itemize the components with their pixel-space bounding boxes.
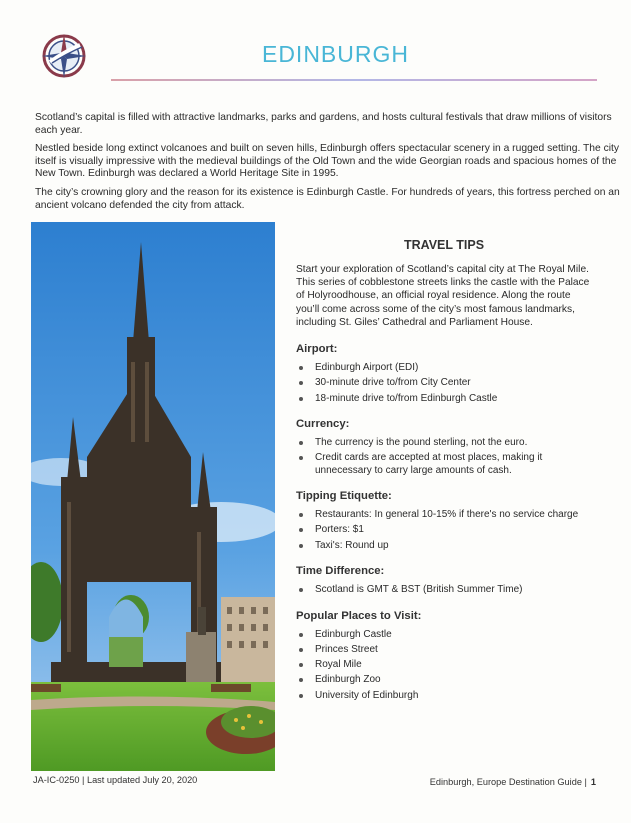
- list-item: Restaurants: In general 10-15% if there's no service charge: [296, 509, 592, 521]
- section-heading: Time Difference:: [296, 565, 385, 578]
- footer-doc-id: JA-IC-0250 | Last updated July 20, 2020: [33, 775, 198, 785]
- list-item: Royal Mile: [296, 659, 592, 671]
- section-heading: Airport:: [296, 343, 338, 356]
- airport-section: [296, 343, 592, 405]
- page-number: 1: [590, 777, 596, 787]
- list-item: 30-minute drive to/from City Center: [296, 377, 592, 389]
- travel-tips-heading: TRAVEL TIPS: [403, 238, 485, 252]
- list-item: Edinburgh Zoo: [296, 674, 592, 686]
- page-title: EDINBURGH: [261, 41, 409, 67]
- intro-paragraph: The city’s crowning glory and the reason for its existence is Edinburgh Castle. For hundreds of years, this fortress perched on an ancient volcano defended the city from attack.: [35, 186, 620, 211]
- currency-section: [296, 418, 592, 477]
- list-item: Edinburgh Castle: [296, 629, 592, 641]
- scott-monument-photo: [31, 222, 275, 771]
- list-item: 18-minute drive to/from Edinburgh Castle: [296, 393, 592, 405]
- list-item: Taxi's: Round up: [296, 540, 592, 552]
- footer-guide-title: [430, 777, 596, 787]
- list-item: University of Edinburgh: [296, 690, 592, 702]
- list-item: Credit cards are accepted at most places, making it unnecessary to carry large amounts of cash.: [296, 452, 592, 477]
- section-heading: Popular Places to Visit:: [296, 609, 422, 622]
- travel-tips-intro: Start your exploration of Scotland’s capital city at The Royal Mile. This series of cobblestone streets links the castle with the Palace of Holyroodhouse, an official royal residence. Along the route you’ll come across some of the city’s most famous landmarks, including St. Giles’ Cathedral and Parliament House.: [296, 264, 590, 328]
- intro-text: [35, 112, 620, 218]
- tipping-section: [296, 490, 592, 552]
- list-item: Porters: $1: [296, 524, 592, 536]
- section-heading: Tipping Etiquette:: [296, 490, 392, 503]
- popular-places-section: [296, 610, 592, 703]
- list-item: Scotland is GMT & BST (British Summer Time): [296, 584, 592, 596]
- footer-guide-label: Edinburgh, Europe Destination Guide |: [429, 777, 587, 787]
- list-item: The currency is the pound sterling, not the euro.: [296, 437, 592, 449]
- list-item: Princes Street: [296, 644, 592, 656]
- intro-paragraph: Scotland’s capital is filled with attractive landmarks, parks and gardens, and hosts cultural festivals that draw millions of visitors each year.: [35, 112, 612, 136]
- section-heading: Currency:: [296, 418, 350, 431]
- list-item: Edinburgh Airport (EDI): [296, 362, 592, 374]
- title-divider: [111, 79, 597, 81]
- travel-tips: [296, 238, 592, 715]
- time-difference-section: [296, 565, 592, 596]
- intro-paragraph: Nestled beside long extinct volcanoes and built on seven hills, Edinburgh offers spectacular scenery in a rugged setting. The city itself is visually impressive with the medieval buildings of the Old Town and the wide Georgian roads and spacious homes of the New Town. Edinburgh was declared a World Heritage Site in 1995.: [35, 143, 620, 180]
